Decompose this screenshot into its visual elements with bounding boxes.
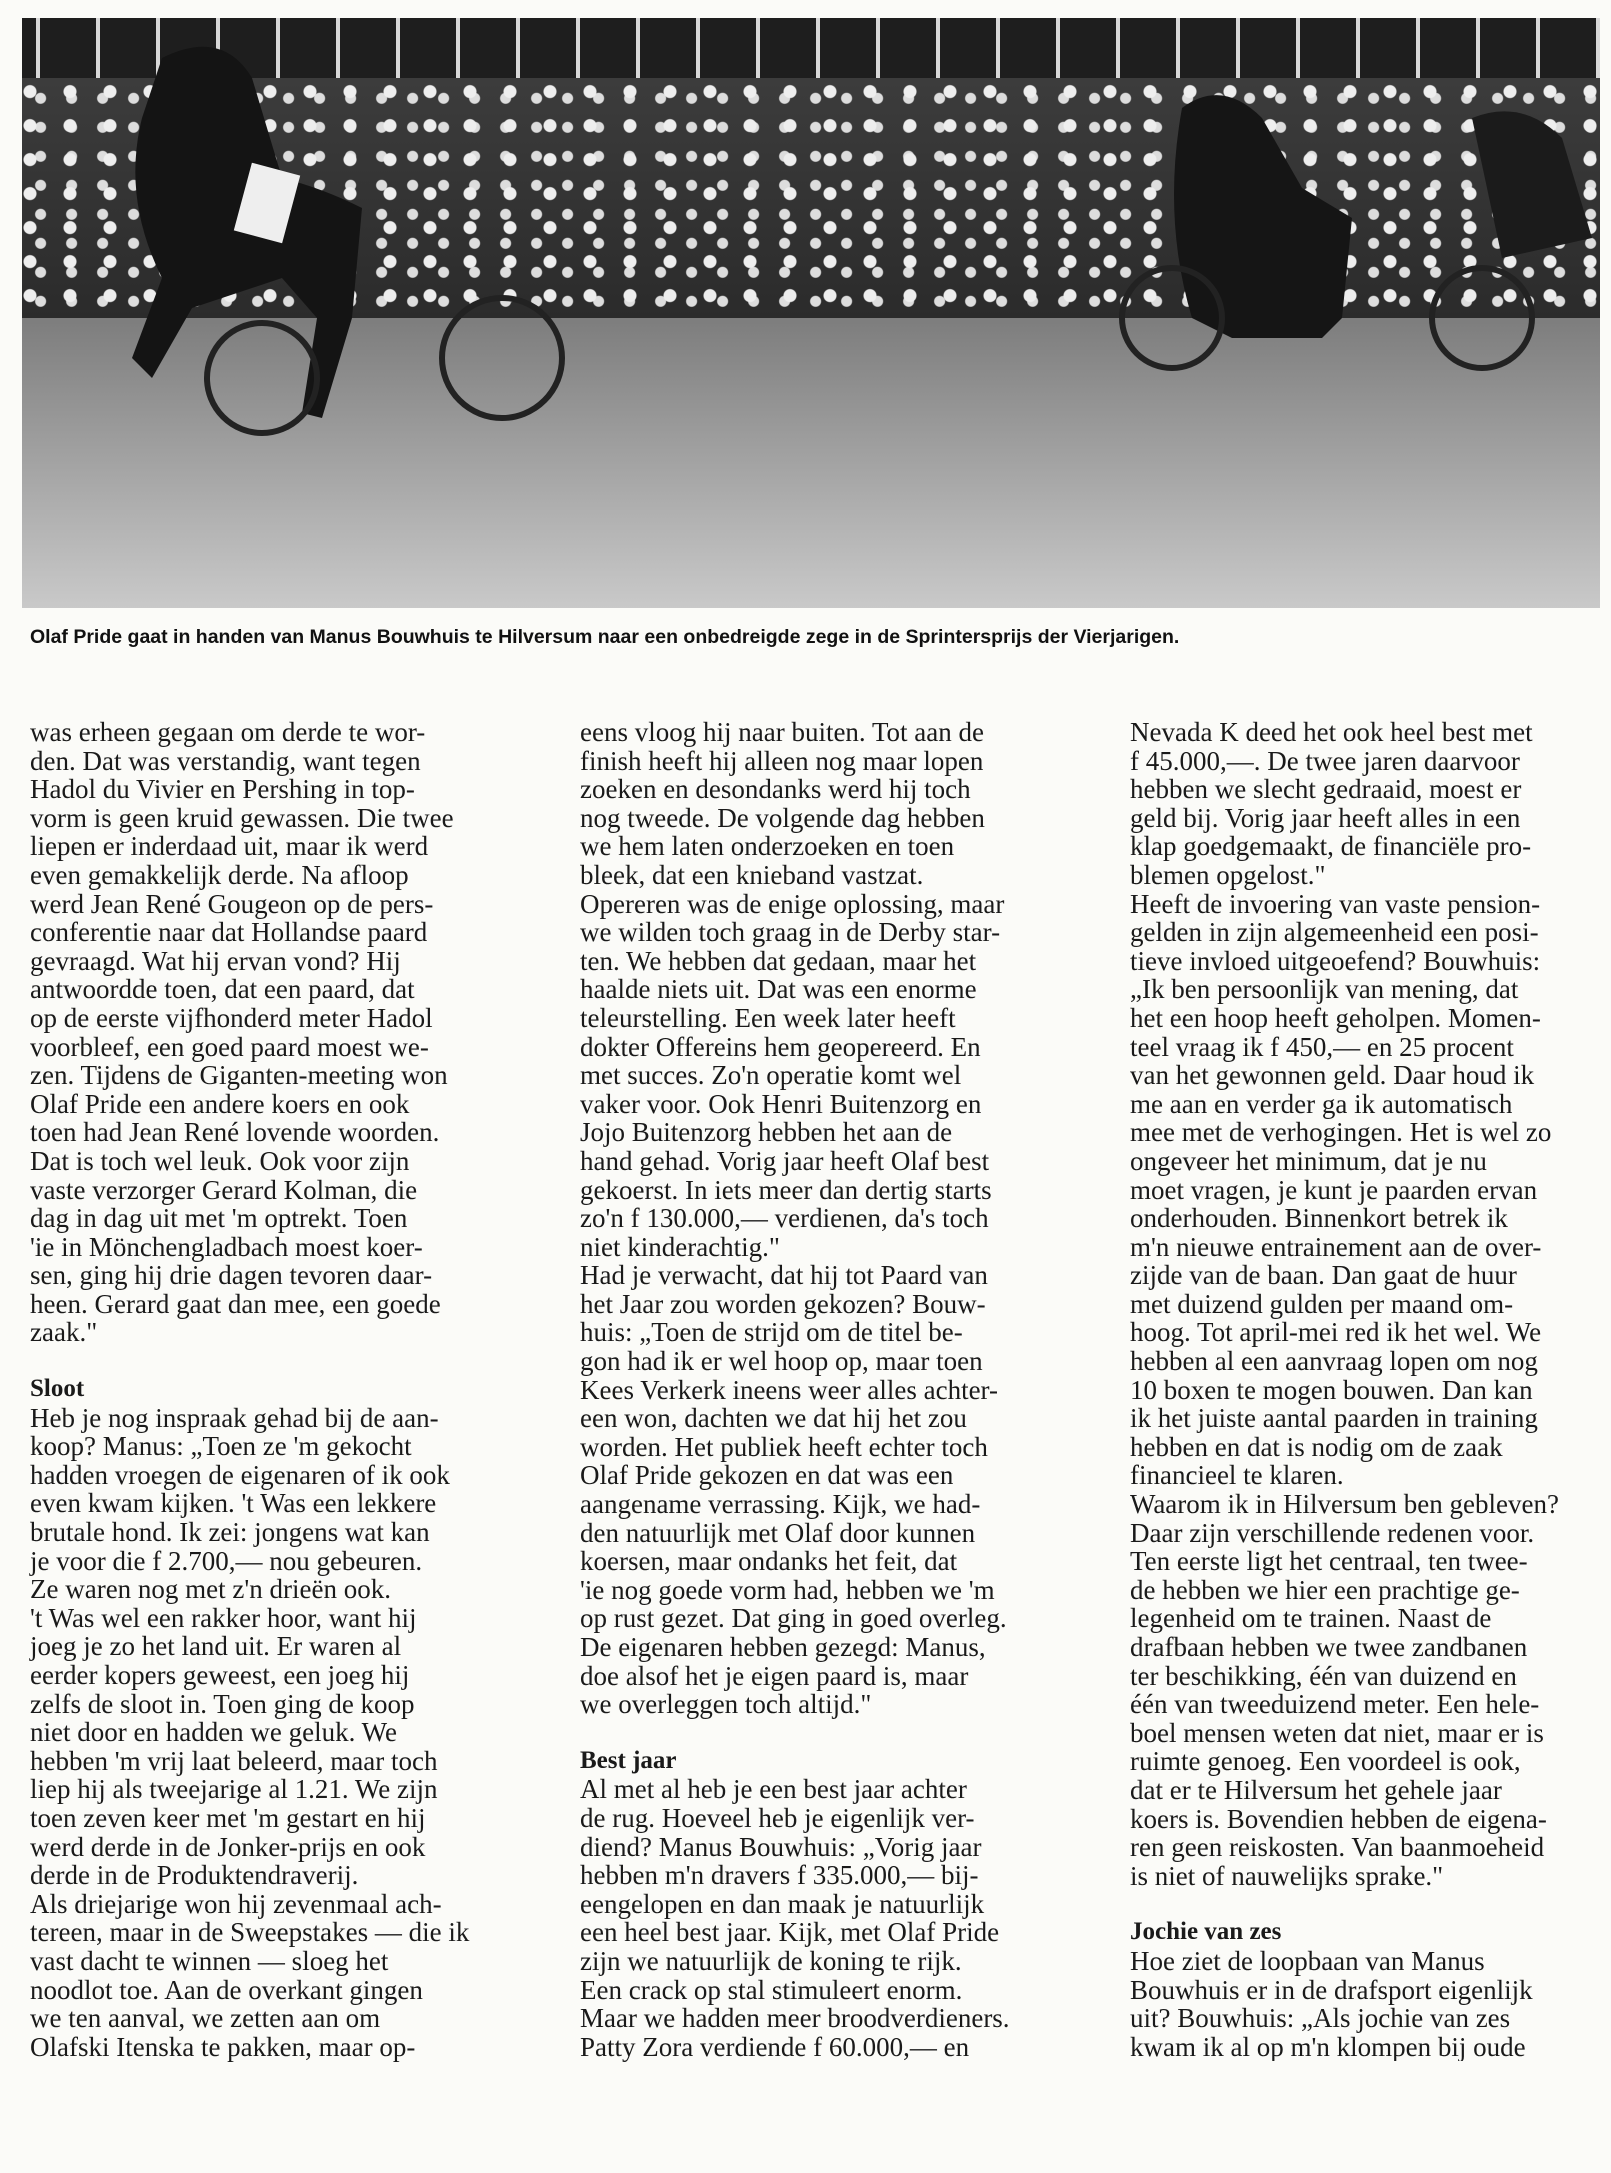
harness-racing-photo [22,18,1600,608]
article-column-1 [30,718,575,2061]
subheading-best-jaar: Best jaar [580,1746,677,1774]
article-column-3 [1130,718,1606,2061]
subheading-jochie-van-zes: Jochie van zes [1130,1918,1282,1946]
paragraph: Hoe ziet de loopbaan van Manus Bouwhuis er in de drafsport eigenlijk uit? Bouwhuis: „Als jochie van zes kwam ik al op m'n klompen bij oude [1130,1945,1533,2062]
paragraph: Heb je nog inspraak gehad bij de aan- koop? Manus: „Toen ze 'm gekocht hadden vroegen de eigenaren of ik ook even kwam kijken. 't Was een lekkere brutale hond. Ik zei: jongens wat kan je voor die f 2.700,— nou gebeuren. Ze waren nog met z'n drieën ook. 't Was wel een rakker hoor, want hij joeg je zo het land uit. Er waren al eerder kopers geweest, een joeg hij zelfs de sloot in. Toen ging de koop niet door en hadden we geluk. We hebben 'm vrij laat beleerd, maar toch liep hij als tweejarige al 1.21. We zijn toen zeven keer met 'm gestart en hij werd derde in de Jonker-prijs en ook derde in de Produktendraverij. Als driejarige won hij zevenmaal ach- tereen, maar in de Sweepstakes — die ik vast dacht te winnen — sloeg het noodlot toe. Aan de overkant gingen we ten aanval, we zetten aan om Olafski Itenska te pakken, maar op- [30,1402,470,2062]
paragraph: eens vloog hij naar buiten. Tot aan de finish heeft hij alleen nog maar lopen zoeken en desondanks werd hij toch nog tweede. De volgende dag hebben we hem laten onderzoeken en toen bleek, dat een knieband vastzat. Opereren was de enige oplossing, maar we wilden toch graag in de Derby star- ten. We hebben dat gedaan, maar het haalde niets uit. Dat was een enorme teleurstelling. Een week later heeft dokter Offereins hem geopereerd. En met succes. Zo'n operatie komt wel vaker voor. Ook Henri Buitenzorg en Jojo Buitenzorg hebben het aan de hand gehad. Vorig jaar heeft Olaf best gekoerst. In iets meer dan dertig starts zo'n f 130.000,— verdienen, da's toch niet kinderachtig." Had je verwacht, dat hij tot Paard van het Jaar zou worden gekozen? Bouw- huis: „Toen de strijd om de titel be- gon had ik er wel hoop op, maar toen Kees Verkerk ineens weer alles achter- een won, dachten we dat hij het zou worden. Het publiek heeft echter toch Olaf Pride gekozen en dat was een aangename verrassing. Kijk, we had- den natuurlijk met Olaf door kunnen koersen, maar ondanks het feit, dat 'ie nog goede vorm had, hebben we 'm op rust gezet. Dat ging in goed overleg. De eigenaren hebben gezegd: Manus, doe alsof het je eigen paard is, maar we overleggen toch altijd." [580,717,1007,1720]
photo-caption: Olaf Pride gaat in handen van Manus Bouwhuis te Hilversum naar een onbedreigde zege in de Sprintersprijs der Vierjarigen. [30,626,1180,648]
horses-and-sulkies-illustration [22,18,1600,608]
paragraph: was erheen gegaan om derde te wor- den. Dat was verstandig, want tegen Hadol du Vivier en Pershing in top- vorm is geen kruid gewassen. Die twee liepen er inderdaad uit, maar ik werd even gemakkelijk derde. Na afloop werd Jean René Gougeon op de pers- conferentie naar dat Hollandse paard gevraagd. Wat hij ervan vond? Hij antwoordde toen, dat een paard, dat op de eerste vijfhonderd meter Hadol voorbleef, een goed paard moest we- zen. Tijdens de Giganten-meeting won Olaf Pride een andere koers en ook toen had Jean René lovende woorden. Dat is toch wel leuk. Ook voor zijn vaste verzorger Gerard Kolman, die dag in dag uit met 'm optrekt. Toen 'ie in Mönchengladbach moest koer- sen, ging hij drie dagen tevoren daar- heen. Gerard gaat dan mee, een goede zaak." [30,717,454,1348]
subheading-sloot: Sloot [30,1375,85,1403]
paragraph: Nevada K deed het ook heel best met f 45.000,—. De twee jaren daarvoor hebben we slecht gedraaid, moest er geld bij. Vorig jaar heeft alles in een klap goedgemaakt, de financiële pro- blemen opgelost." Heeft de invoering van vaste pension- gelden in zijn algemeenheid een posi- tieve invloed uitgeoefend? Bouwhuis: „Ik ben persoonlijk van mening, dat het een hoop heeft geholpen. Momen- teel vraag ik f 450,— en 25 procent van het gewonnen geld. Daar houd ik me aan en verder ga ik automatisch mee met de verhogingen. Het is wel zo ongeveer het minimum, dat je nu moet vragen, je kunt je paarden ervan onderhouden. Binnenkort betrek ik m'n nieuwe entrainement aan de over- zijde van de baan. Dan gaat de huur met duizend gulden per maand om- hoog. Tot april-mei red ik het wel. We hebben al een aanvraag lopen om nog 10 boxen te mogen bouwen. Dan kan ik het juiste aantal paarden in training hebben en dat is nodig om de zaak financieel te klaren. Waarom ik in Hilversum ben gebleven? Daar zijn verschillende redenen voor. Ten eerste ligt het centraal, ten twee- de hebben we hier een prachtige ge- legenheid om te trainen. Naast de drafbaan hebben we twee zandbanen ter beschikking, één van duizend en één van tweeduizend meter. Een hele- boel mensen weten dat niet, maar er is ruimte genoeg. Een voordeel is ook, dat er te Hilversum het gehele jaar koers is. Bovendien hebben de eigena- ren geen reiskosten. Van baanmoeheid is niet of nauwelijks sprake." [1130,718,1559,1891]
article-column-2 [580,718,1125,2061]
paragraph: Al met al heb je een best jaar achter de rug. Hoeveel heb je eigenlijk ver- diend? Manus Bouwhuis: „Vorig jaar hebben m'n dravers f 335.000,— bij- eengelopen en dan maak je natuurlijk een heel best jaar. Kijk, met Olaf Pride zijn we natuurlijk de koning te rijk. Een crack op stal stimuleert enorm. Maar we hadden meer broodverdieners. Patty Zora verdiende f 60.000,— en [580,1774,1010,2062]
